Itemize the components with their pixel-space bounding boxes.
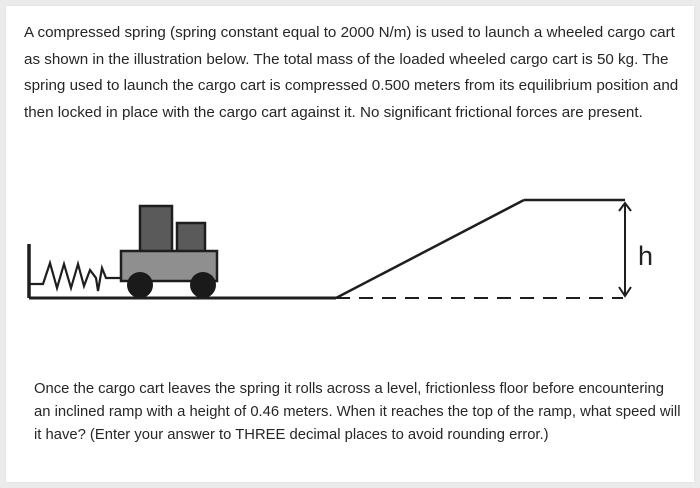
height-label: h <box>638 241 654 271</box>
problem-intro-text: A compressed spring (spring constant equal to 2000 N/m) is used to launch a wheeled cargo cart as shown in the illustration below. The total mass of the loaded wheeled cargo cart is 50 kg. The spring used to launch the cargo cart is compressed 0.500 meters from its equilibrium position and then locked in place with the cargo cart against it. No significant frictional forces are present. <box>24 24 679 121</box>
spring <box>29 263 124 291</box>
problem-question-text: Once the cargo cart leaves the spring it rolls across a level, frictionless floor before encountering an inclined ramp with a height of 0.46 meters. When it reaches the top of the ramp, what speed will it have? (Enter your answer to THREE decimal places to avoid rounding error.) <box>34 381 681 444</box>
front-wheel <box>190 272 216 298</box>
cargo-box-large <box>140 206 172 253</box>
ramp-incline <box>336 200 524 298</box>
cargo-box-small <box>177 223 205 253</box>
question-page <box>6 6 694 482</box>
cargo-cart <box>121 206 217 298</box>
rear-wheel <box>127 272 153 298</box>
height-arrow <box>619 203 631 296</box>
